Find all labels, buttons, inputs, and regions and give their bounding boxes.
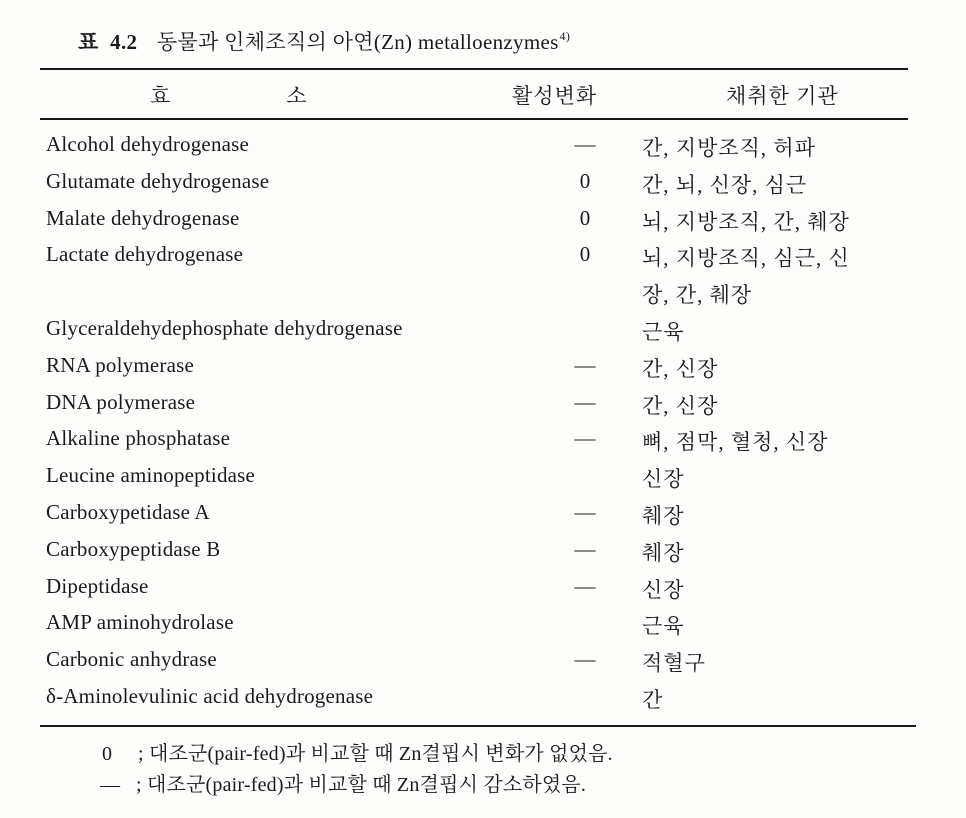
organ-cell: 신장 <box>642 577 685 602</box>
activity-cell: 0 <box>579 168 591 193</box>
activity-cell: — <box>574 352 596 377</box>
header-activity: 활성변화 <box>512 84 598 108</box>
table-row <box>0 422 966 459</box>
table-row <box>0 312 966 349</box>
table-row <box>0 386 966 423</box>
table-note <box>102 737 613 766</box>
organ-cell: 장, 간, 췌장 <box>642 283 753 308</box>
table-title: 동물과 인체조직의 아연(Zn) metalloenzymes <box>156 30 559 54</box>
table-row <box>0 128 966 165</box>
header-rule <box>40 118 908 120</box>
header-enzyme-part1: 효 <box>150 84 171 108</box>
table-row <box>0 459 966 496</box>
enzyme-cell: Carboxypeptidase B <box>46 536 221 561</box>
enzyme-cell: Alcohol dehydrogenase <box>46 132 250 156</box>
table-row <box>0 643 966 680</box>
activity-cell: 0 <box>579 242 591 267</box>
header-enzyme <box>150 80 307 110</box>
enzyme-cell: Leucine aminopeptidase <box>46 463 256 488</box>
organ-cell: 근육 <box>642 319 685 344</box>
note-symbol: — <box>100 774 121 796</box>
table-label: 표 <box>78 30 99 54</box>
enzyme-cell: Lactate dehydrogenase <box>46 242 244 267</box>
table-body <box>0 128 966 717</box>
organ-cell: 간, 지방조직, 허파 <box>642 136 817 160</box>
note-text: ; 대조군(pair-fed)과 비교할 때 Zn결핍시 변화가 없었음. <box>138 743 613 765</box>
enzyme-cell: Carbonic anhydrase <box>46 647 217 672</box>
organ-cell: 췌장 <box>642 540 685 565</box>
enzyme-cell: Dipeptidase <box>46 573 149 598</box>
table-number: 4.2 <box>110 30 138 54</box>
table-note <box>100 768 586 797</box>
organ-cell: 뇌, 지방조직, 심근, 신 <box>642 246 850 271</box>
enzyme-cell: Glyceraldehydephosphate dehydrogenase <box>46 315 403 340</box>
bottom-rule <box>40 725 916 727</box>
enzyme-cell: Carboxypetidase A <box>46 499 210 524</box>
organ-cell: 간 <box>642 687 664 712</box>
organ-cell: 간, 신장 <box>642 393 719 418</box>
organ-cell: 근육 <box>642 614 685 639</box>
table-row <box>0 496 966 533</box>
activity-cell: — <box>574 499 596 524</box>
table-row <box>0 202 966 239</box>
header-organ: 채취한 기관 <box>726 84 839 108</box>
table-row <box>0 570 966 607</box>
organ-cell: 적혈구 <box>642 651 706 676</box>
activity-cell: — <box>574 647 596 672</box>
activity-cell: — <box>574 426 596 451</box>
table-row <box>0 606 966 643</box>
activity-cell: 0 <box>579 205 591 230</box>
table-row <box>0 165 966 202</box>
top-rule <box>40 68 908 70</box>
organ-cell: 뼈, 점막, 혈청, 신장 <box>642 430 829 455</box>
enzyme-cell: δ-Aminolevulinic acid dehydrogenase <box>46 683 374 708</box>
enzyme-cell: Malate dehydrogenase <box>46 205 240 230</box>
organ-cell: 췌장 <box>642 503 685 528</box>
table-row <box>0 349 966 386</box>
activity-cell: — <box>574 132 596 156</box>
organ-cell: 간, 신장 <box>642 356 719 381</box>
organ-cell: 간, 뇌, 신장, 심근 <box>642 172 808 197</box>
note-symbol: 0 <box>102 743 113 765</box>
table-row <box>0 680 966 717</box>
table-row <box>0 533 966 570</box>
activity-cell: — <box>574 573 596 598</box>
activity-cell: — <box>574 389 596 414</box>
enzyme-cell: RNA polymerase <box>46 352 195 377</box>
enzyme-cell: AMP aminohydrolase <box>46 610 234 635</box>
enzyme-cell: Glutamate dehydrogenase <box>46 168 270 193</box>
organ-cell: 뇌, 지방조직, 간, 췌장 <box>642 209 850 234</box>
table-row <box>0 238 966 275</box>
footnote-ref: 4) <box>559 29 571 43</box>
note-text: ; 대조군(pair-fed)과 비교할 때 Zn결핍시 감소하였음. <box>136 774 587 796</box>
activity-cell: — <box>574 536 596 561</box>
table-row-continuation <box>0 275 966 312</box>
organ-cell: 신장 <box>642 467 685 492</box>
enzyme-cell: Alkaline phosphatase <box>46 426 231 451</box>
table-caption <box>78 26 570 56</box>
header-enzyme-part2: 소 <box>286 84 307 108</box>
enzyme-cell: DNA polymerase <box>46 389 196 414</box>
